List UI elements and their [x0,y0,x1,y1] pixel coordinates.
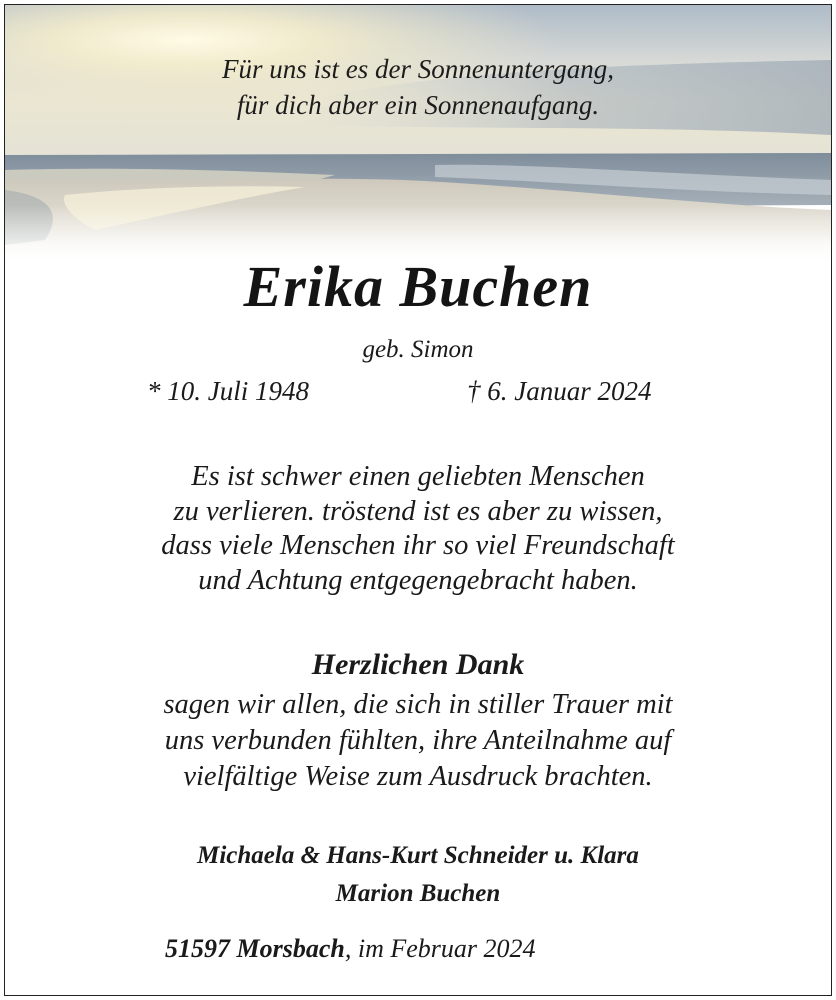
signature-line: Michaela & Hans-Kurt Schneider u. Klara [197,842,639,869]
quote-text [5,460,831,598]
thanks-line: sagen wir allen, die sich in stiller Trauer mit [163,689,673,720]
maiden-name: geb. Simon [362,336,474,363]
birth-date: * 10. Juli 1948 [147,376,309,406]
motto-verse [5,51,831,123]
quote-line: zu verlieren. tröstend ist es aber zu wissen, [173,495,663,527]
thanks-line: vielfältige Weise zum Ausdruck brachten. [183,761,653,792]
death-date: † 6. Januar 2024 [467,376,652,406]
date: , im Februar 2024 [344,934,536,963]
thanks-text [5,687,831,795]
place-and-date [165,931,536,967]
quote-line: dass viele Menschen ihr so viel Freundschaft [161,530,675,561]
quote-line: und Achtung entgegengebracht haben. [198,564,638,596]
thanks-line: uns verbunden fühlten, ihre Anteilnahme auf [164,725,672,756]
sunset-beach-image [5,5,831,265]
quote-line: Es ist schwer einen geliebten Menschen [191,461,645,492]
deceased-name: Erika Buchen [243,254,593,319]
signature-line: Marion Buchen [335,880,501,907]
obituary-card [4,4,832,996]
motto-line-2: für dich aber ein Sonnenaufgang. [236,90,600,120]
mourners-signatures [5,837,831,913]
thanks-heading: Herzlichen Dank [311,648,525,681]
place: 51597 Morsbach [165,934,345,963]
motto-line-1: Für uns ist es der Sonnenuntergang, [222,54,614,84]
